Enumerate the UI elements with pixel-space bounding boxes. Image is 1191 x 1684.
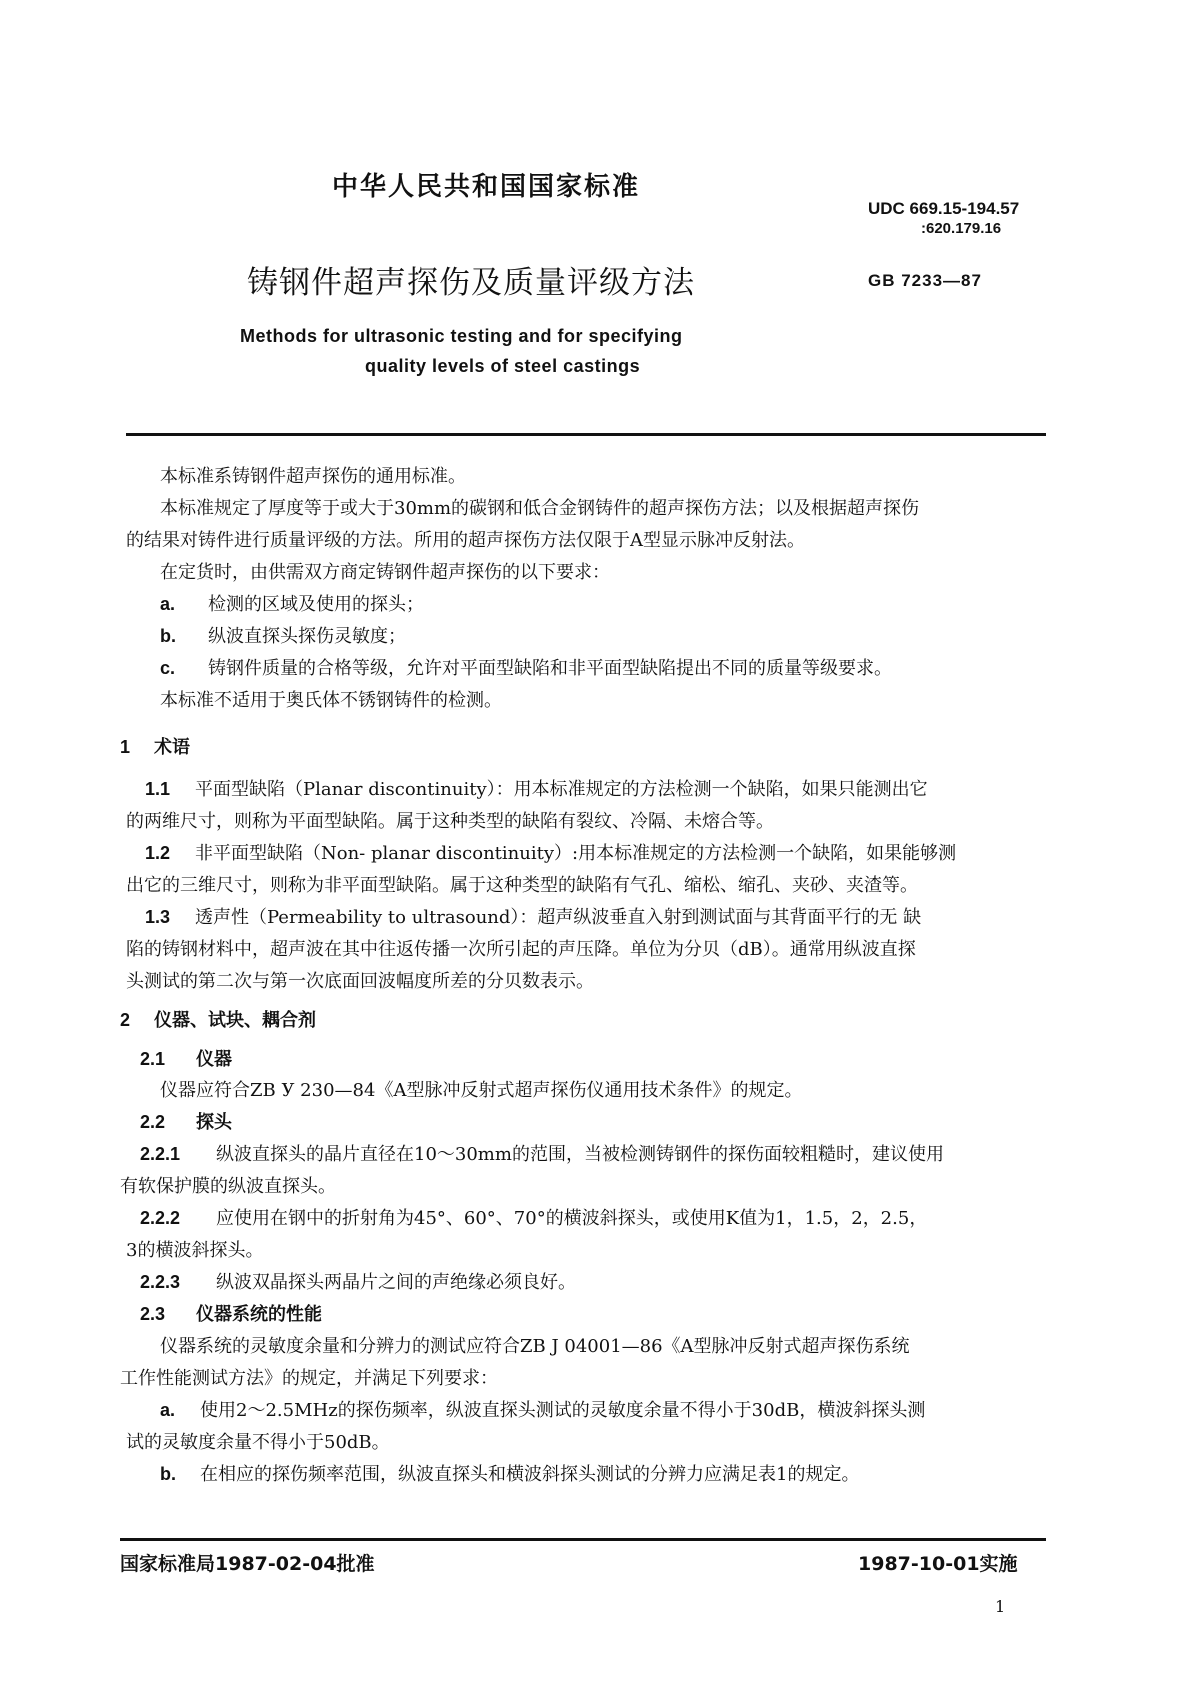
document-title: 铸钢件超声探伤及质量评级方法 [247,265,695,301]
intro-paragraph-1: 本标准系铸钢件超声探伤的通用标准。 [160,466,466,487]
section-2-title: 仪器、试块、耦合剂 [154,1010,316,1031]
clause-2-2-number: 2.2 [140,1112,166,1132]
requirement-a-text: 使用2～2.5MHz的探伤频率，纵波直探头测试的灵敏度余量不得小于30dB，横波斜探头测 [200,1400,926,1421]
list-item-text: 检测的区域及使用的探头； [208,594,424,615]
clause-2-2-1-line2: 有软保护膜的纵波直探头。 [120,1176,336,1197]
clause-1-2-text: 非平面型缺陷（Non- planar discontinuity）:用本标准规定的方法检测一个缺陷，如果能够测 [195,843,957,864]
clause-1-3-line1 [145,903,921,929]
section-2-number: 2 [120,1010,131,1030]
list-item-label: b. [160,626,176,646]
requirement-b-label: b. [160,1464,176,1484]
clause-1-1-line2: 的两维尺寸，则称为平面型缺陷。属于这种类型的缺陷有裂纹、冷隔、未熔合等。 [126,811,774,832]
intro-paragraph-2-line1: 本标准规定了厚度等于或大于30mm的碳钢和低合金钢铸件的超声探伤方法；以及根据超声探伤 [160,498,920,519]
clause-1-2-line2: 出它的三维尺寸，则称为非平面型缺陷。属于这种类型的缺陷有气孔、缩松、缩孔、夹砂、夹渣等。 [126,875,918,896]
section-2-heading [120,1006,316,1032]
intro-paragraph-4: 本标准不适用于奥氏体不锈钢铸件的检测。 [160,690,502,711]
list-item-text: 纵波直探头探伤灵敏度； [208,626,406,647]
clause-1-1-line1 [145,775,928,801]
clause-2-2-1-line1 [140,1140,944,1166]
intro-paragraph-3: 在定货时，由供需双方商定铸钢件超声探伤的以下要求： [160,562,610,583]
list-item [160,622,406,648]
requirement-a-line2: 试的灵敏度余量不得小于50dB。 [126,1432,390,1453]
udc-code-line2: :620.179.16 [921,220,1002,237]
clause-2-2-1-text: 纵波直探头的晶片直径在10～30mm的范围，当被检测铸钢件的探伤面较粗糙时，建议使用 [216,1144,944,1165]
requirement-b-text: 在相应的探伤频率范围，纵波直探头和横波斜探头测试的分辨力应满足表1的规定。 [200,1464,860,1485]
clause-2-2-3-number: 2.2.3 [140,1272,181,1292]
requirement-a-label: a. [160,1400,176,1420]
page-number: 1 [995,1597,1006,1616]
clause-2-1-title: 仪器 [196,1049,232,1070]
clause-2-3-line1: 仪器系统的灵敏度余量和分辨力的测试应符合ZB J 04001—86《A型脉冲反射式超声探伤系统 [160,1336,910,1357]
clause-2-2-1-number: 2.2.1 [140,1144,181,1164]
list-item [160,590,424,616]
requirement-b [160,1460,859,1486]
section-1-number: 1 [120,737,131,757]
english-title-line1: Methods for ultrasonic testing and for specifying [240,326,683,346]
clause-2-3-line2: 工作性能测试方法》的规定，并满足下列要求： [120,1368,498,1389]
clause-2-2-2-text: 应使用在钢中的折射角为45°、60°、70°的横波斜探头，或使用K值为1，1.5，2，2.5， [216,1208,928,1229]
udc-code-line1: UDC 669.15-194.57 [868,199,1020,218]
clause-1-3-text: 透声性（Permeability to ultrasound）：超声纵波垂直入射到测试面与其背面平行的无 缺 [195,907,922,928]
clause-2-3-title: 仪器系统的性能 [196,1304,322,1325]
footer-divider [120,1538,1046,1541]
clause-2-2-heading [140,1108,232,1134]
section-1-heading [120,733,190,759]
implementation-date: 1987-10-01实施 [858,1553,1018,1575]
section-1-title: 术语 [154,737,190,758]
clause-2-2-2-line2: 3的横波斜探头。 [126,1240,264,1261]
list-item-label: c. [160,658,176,678]
national-standard-heading: 中华人民共和国国家标准 [332,172,641,202]
clause-1-2-number: 1.2 [145,843,171,863]
list-item-label: a. [160,594,176,614]
clause-2-2-3-text: 纵波双晶探头两晶片之间的声绝缘必须良好。 [216,1272,576,1293]
english-title-line2: quality levels of steel castings [365,356,641,376]
clause-1-3-number: 1.3 [145,907,171,927]
clause-1-1-text: 平面型缺陷（Planar discontinuity）：用本标准规定的方法检测一个缺陷，如果只能测出它 [195,779,928,800]
clause-2-1-text: 仪器应符合ZB У 230—84《A型脉冲反射式超声探伤仪通用技术条件》的规定。 [160,1080,803,1101]
header-divider [126,433,1046,436]
clause-2-2-3 [140,1268,576,1294]
intro-paragraph-2-line2: 的结果对铸件进行质量评级的方法。所用的超声探伤方法仅限于A型显示脉冲反射法。 [126,530,805,551]
clause-2-1-number: 2.1 [140,1049,166,1069]
clause-2-3-heading [140,1300,322,1326]
approval-date: 国家标准局1987-02-04批准 [120,1553,375,1575]
clause-1-3-line2: 陷的铸钢材料中，超声波在其中往返传播一次所引起的声压降。单位为分贝（dB）。通常用纵波直探 [126,939,916,960]
gb-standard-number: GB 7233—87 [868,271,982,290]
clause-2-3-number: 2.3 [140,1304,166,1324]
clause-1-1-number: 1.1 [145,779,171,799]
clause-2-2-2-number: 2.2.2 [140,1208,181,1228]
clause-1-3-line3: 头测试的第二次与第一次底面回波幅度所差的分贝数表示。 [126,971,594,992]
clause-2-2-title: 探头 [196,1112,232,1133]
clause-2-2-2-line1 [140,1204,927,1230]
requirement-a-line1 [160,1396,925,1422]
clause-1-2-line1 [145,839,956,865]
list-item [160,654,892,680]
clause-2-1-heading [140,1045,232,1071]
list-item-text: 铸钢件质量的合格等级，允许对平面型缺陷和非平面型缺陷提出不同的质量等级要求。 [208,658,892,679]
